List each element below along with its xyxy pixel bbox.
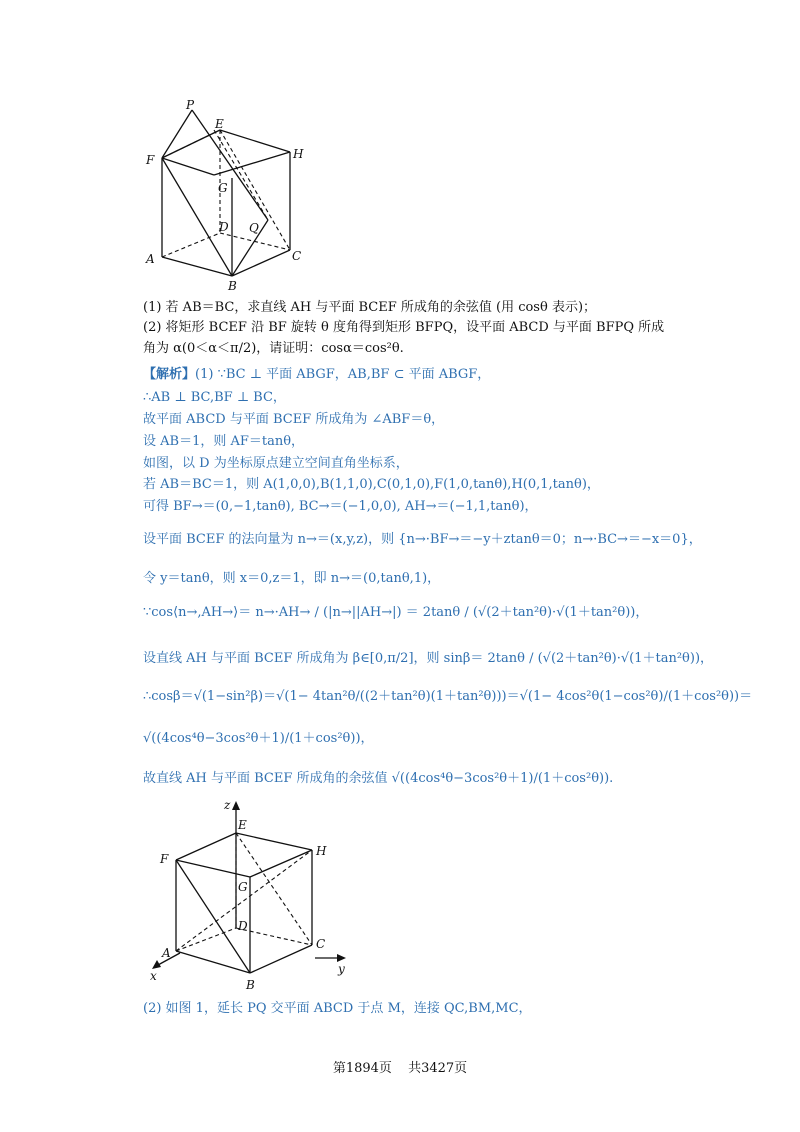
solution-line-1 [143, 366, 490, 384]
label-G2: G [238, 880, 248, 894]
solution-part-2: (2) 如图 1，延长 PQ 交平面 ABCD 于点 M，连接 QC,BM,MC， [143, 1001, 532, 1016]
question-part-1: (1) 若 AB＝BC，求直线 AH 与平面 BCEF 所成角的余弦值 (用 cosθ 表示)； [143, 300, 597, 315]
solution-line-10: ∵cos⟨n→,AH→⟩＝ n→·AH→ / (|n→||AH→|) ＝ 2tanθ / (√(2＋tan²θ)·√(1＋tan²θ))， [143, 605, 649, 620]
solution-line-6: 若 AB＝BC＝1，则 A(1,0,0),B(1,1,0),C(0,1,0),F(1,0,tanθ),H(0,1,tanθ)， [143, 477, 600, 492]
label-A2: A [162, 946, 171, 960]
label-E: E [215, 117, 224, 131]
label-y: y [338, 962, 345, 976]
solution-line-5: 如图，以 D 为坐标原点建立空间直角坐标系， [143, 456, 409, 471]
solution-line-3: 故平面 ABCD 与平面 BCEF 所成角为 ∠ABF＝θ， [143, 412, 445, 427]
figure-1-cuboid [140, 100, 320, 295]
question-part-2-line-2: 角为 α(0＜α＜π/2)，请证明：cosα＝cos²θ. [143, 341, 404, 356]
question-part-2-line-1: (2) 将矩形 BCEF 沿 BF 旋转 θ 度角得到矩形 BFPQ，设平面 ABCD 与平面 BFPQ 所成 [143, 320, 665, 335]
label-D: D [219, 220, 229, 234]
label-F2: F [160, 852, 169, 866]
solution-line-12: ∴cosβ＝√(1−sin²β)＝√(1− 4tan²θ/((2＋tan²θ)(1＋tan²θ)))＝√(1− 4cos²θ(1−cos²θ)/(1＋cos²θ))＝ [143, 689, 753, 704]
label-G: G [218, 181, 228, 195]
label-z: z [224, 798, 231, 812]
label-F: F [146, 153, 155, 167]
page-number: 第1894页 [332, 1061, 392, 1076]
solution-line-2: ∴AB ⊥ BC,BF ⊥ BC， [143, 390, 286, 405]
label-A: A [146, 252, 155, 266]
label-C2: C [316, 937, 326, 951]
label-x: x [150, 969, 157, 983]
label-H: H [293, 147, 304, 161]
label-Q: Q [249, 221, 259, 235]
solution-tag: 【解析】 [143, 367, 196, 382]
solution-line-7: 可得 BF→＝(0,−1,tanθ), BC→＝(−1,0,0), AH→＝(−1,1,tanθ)， [143, 499, 538, 514]
label-H2: H [316, 844, 327, 858]
solution-line-9: 令 y＝tanθ，则 x＝0,z＝1，即 n→＝(0,tanθ,1)， [143, 571, 441, 586]
label-P: P [186, 100, 195, 112]
solution-line-13: √((4cos⁴θ−3cos²θ＋1)/(1＋cos²θ))， [143, 731, 374, 746]
label-C: C [292, 249, 302, 263]
label-D2: D [238, 919, 248, 933]
solution-line-8: 设平面 BCEF 的法向量为 n→＝(x,y,z)，则 {n→·BF→＝−y＋ztanθ＝0；n→·BC→＝−x＝0}， [143, 532, 702, 547]
solution-line-4: 设 AB＝1，则 AF＝tanθ， [143, 434, 305, 449]
label-E2: E [238, 818, 247, 832]
label-B2: B [246, 978, 255, 992]
page-footer [0, 1057, 800, 1076]
label-B: B [228, 279, 237, 293]
page-total: 共3427页 [408, 1061, 468, 1076]
figure-2-coordinate-cuboid [140, 795, 360, 995]
solution-line-14: 故直线 AH 与平面 BCEF 所成角的余弦值 √((4cos⁴θ−3cos²θ＋1)/(1＋cos²θ)). [143, 771, 614, 786]
solution-line-11: 设直线 AH 与平面 BCEF 所成角为 β∈[0,π/2]，则 sinβ＝ 2tanθ / (√(2＋tan²θ)·√(1＋tan²θ))， [143, 651, 714, 666]
solution-text-1: (1) ∵BC ⊥ 平面 ABGF，AB,BF ⊂ 平面 ABGF， [195, 367, 491, 382]
